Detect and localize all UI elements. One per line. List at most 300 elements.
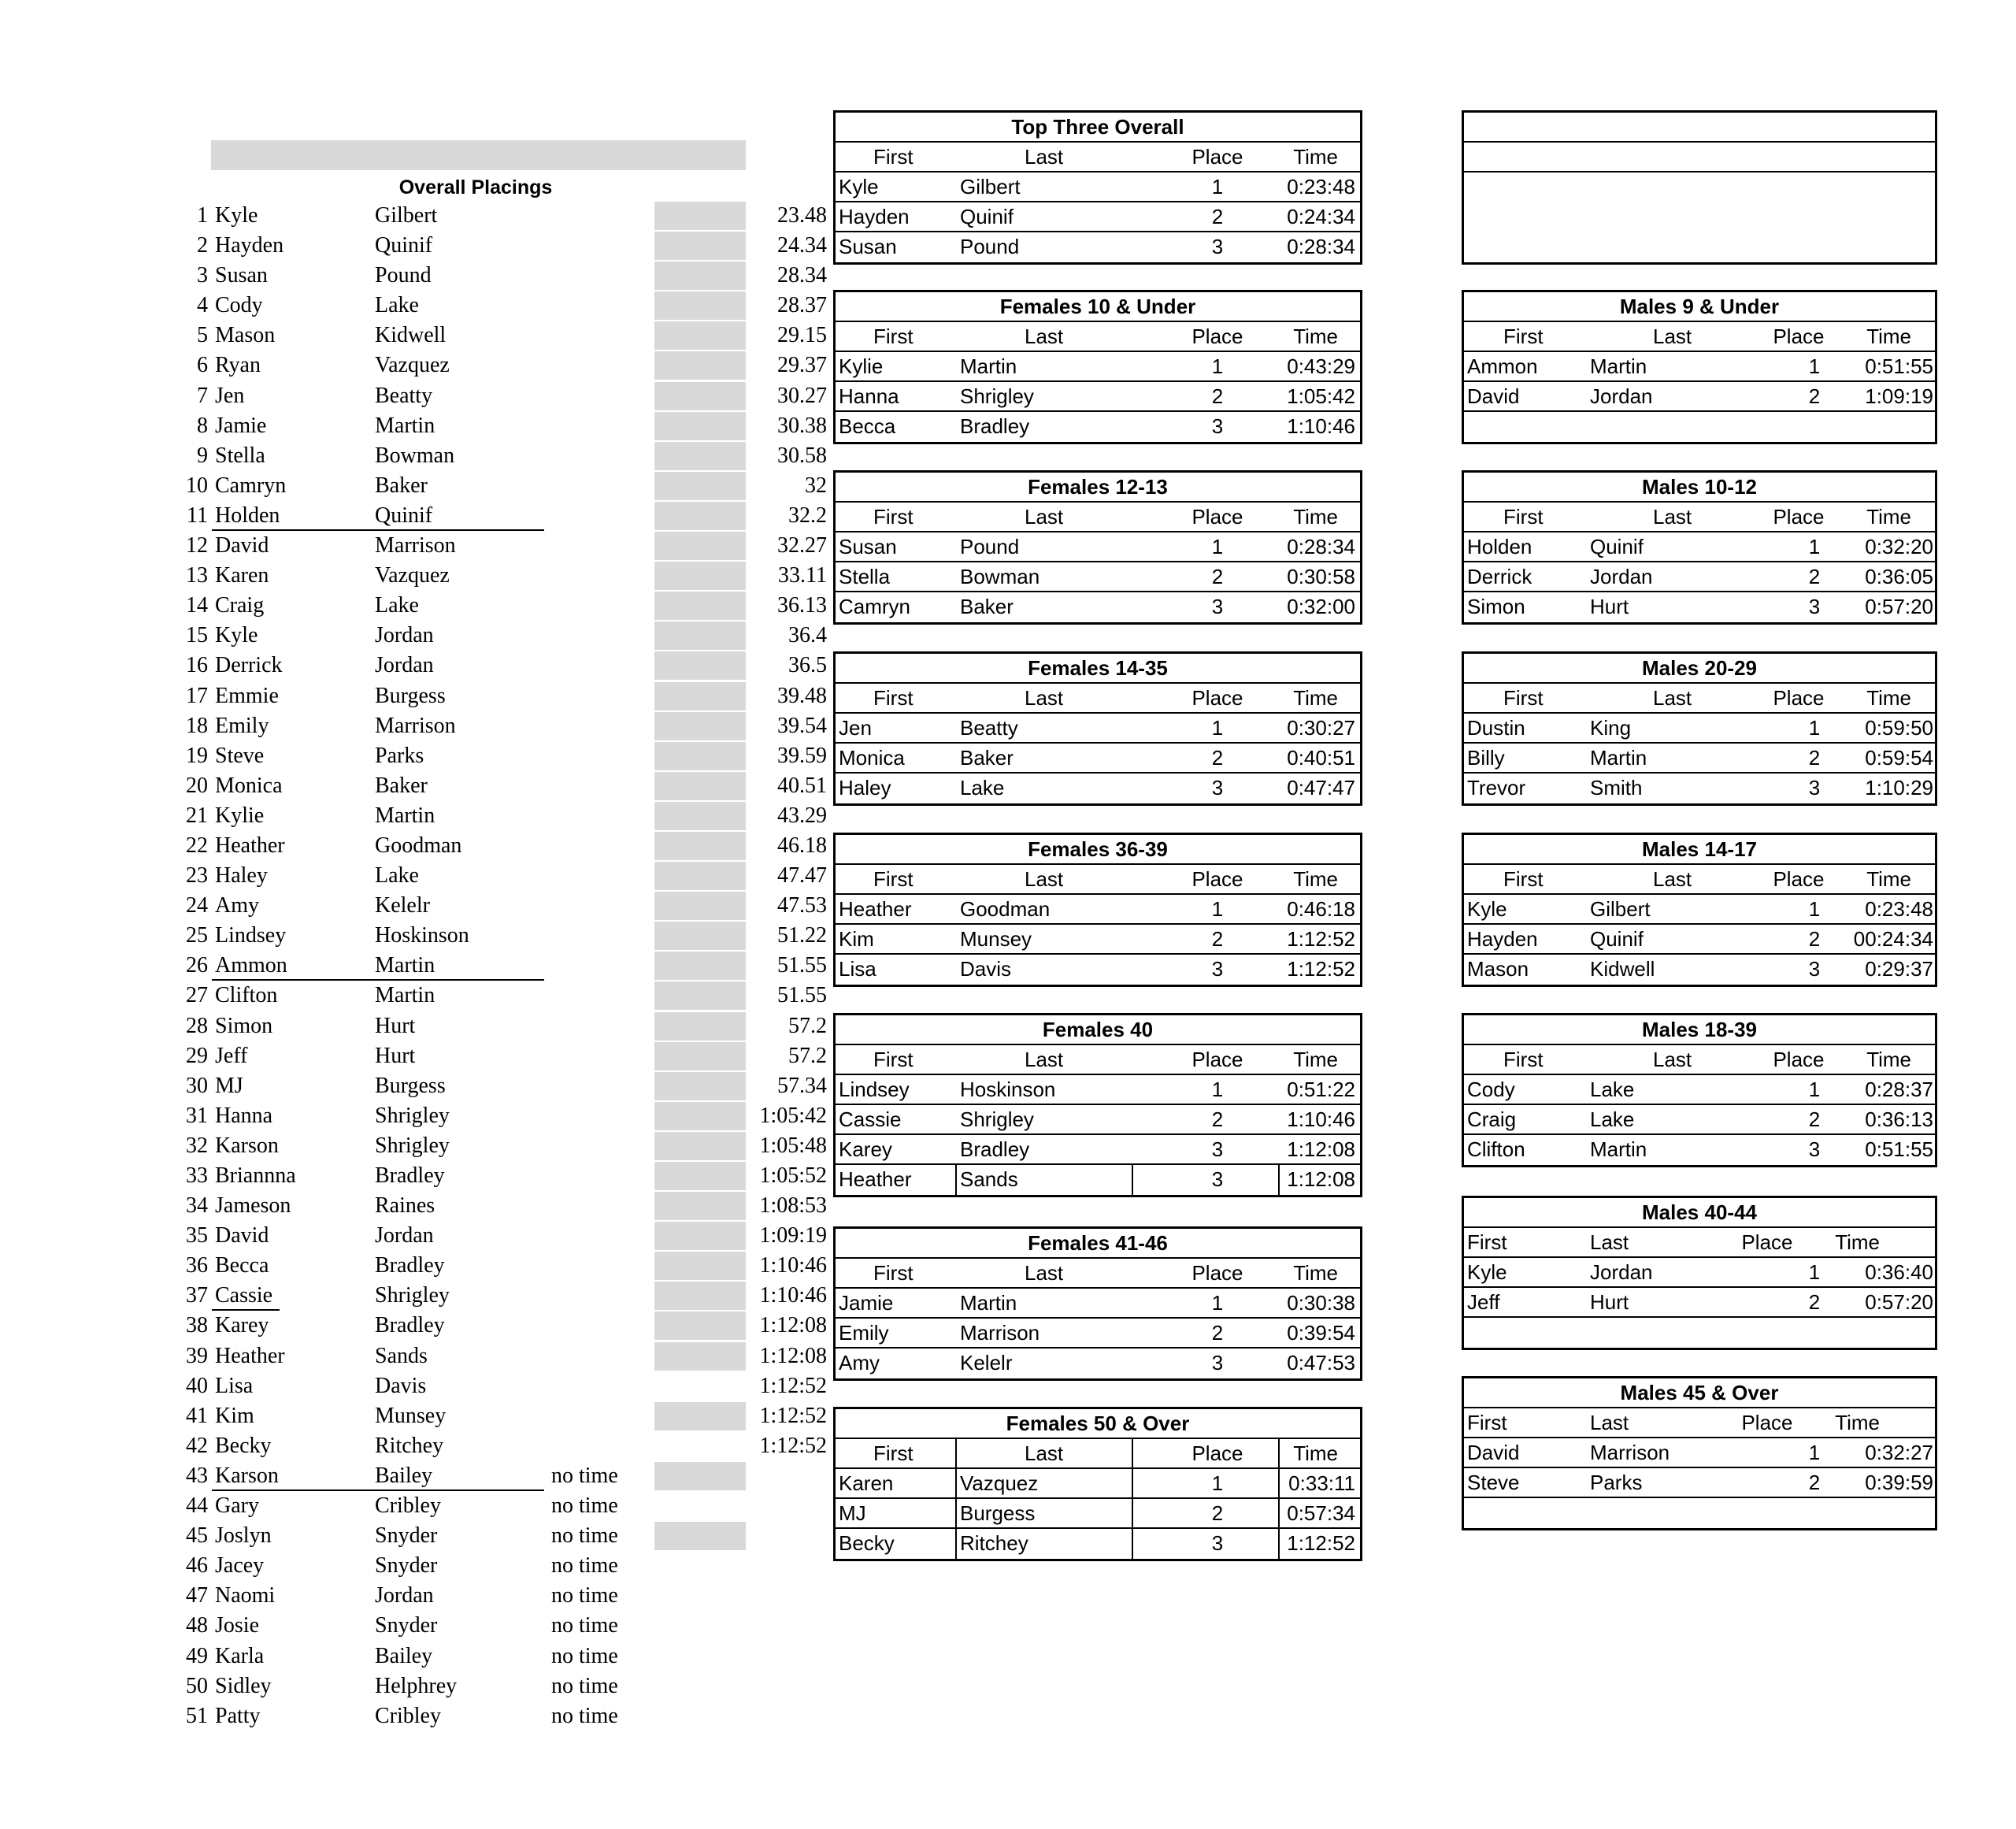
table-row [836, 1075, 1360, 1105]
last-name: Bradley [375, 1313, 445, 1338]
finish-time: 57.2 [788, 1043, 827, 1068]
header-first: First [873, 1048, 914, 1071]
finish-time: 32.2 [788, 503, 827, 528]
time: 0:28:34 [1287, 235, 1355, 258]
finish-time: 30.27 [777, 383, 827, 408]
place: 3 [1808, 776, 1821, 799]
last-name: Kelelr [375, 893, 430, 918]
place: 1 [1808, 1441, 1821, 1464]
first-name: Briannna [215, 1163, 296, 1188]
table-row [1464, 1105, 1935, 1135]
last-name: Marrison [960, 1321, 1040, 1345]
table-row [836, 1165, 1360, 1195]
overall-row [176, 1611, 746, 1641]
results-table [1462, 290, 1937, 444]
last-name: Martin [960, 354, 1017, 378]
first-name: Billy [1467, 746, 1505, 770]
last-name: Helphrey [375, 1673, 458, 1698]
first-name: Lindsey [215, 923, 287, 948]
first-name: Dustin [1467, 716, 1525, 740]
header-last: Last [1025, 1048, 1064, 1071]
header-place: Place [1191, 505, 1243, 529]
place-number: 29 [186, 1043, 208, 1068]
finish-time: 1:09:19 [759, 1223, 827, 1248]
empty-row [1464, 1318, 1935, 1348]
last-name: Jordan [1590, 384, 1653, 408]
table-row [836, 1529, 1360, 1559]
last-name: Gilbert [375, 203, 438, 228]
column-divider [1132, 1499, 1133, 1527]
place-number: 26 [186, 953, 208, 978]
header-time: Time [1866, 505, 1911, 529]
header-last: Last [1025, 1261, 1064, 1285]
last-name: Sands [375, 1343, 428, 1368]
last-name: Bradley [375, 1253, 445, 1278]
finish-time: 28.37 [777, 293, 827, 318]
place: 3 [1808, 957, 1821, 981]
table-row [836, 173, 1360, 202]
last-name: Ritchey [960, 1531, 1028, 1555]
overall-row [176, 1101, 827, 1131]
first-name: Craig [215, 593, 265, 618]
place: 2 [1808, 1290, 1821, 1314]
shaded-cell [654, 772, 746, 800]
place: 3 [1211, 414, 1224, 438]
table-header-row [836, 143, 1360, 173]
table-header-row [1464, 322, 1935, 352]
shaded-cell [654, 1402, 746, 1430]
first-name: Mason [215, 323, 276, 348]
table-row [836, 1105, 1360, 1135]
overall-row [176, 651, 827, 681]
shaded-cell [654, 651, 746, 680]
first-name: Holden [1467, 535, 1532, 558]
place-number: 18 [186, 713, 208, 738]
table-row [1464, 955, 1935, 985]
last-name: Quinif [375, 503, 433, 528]
empty-row [1464, 412, 1935, 442]
time: 0:36:40 [1865, 1260, 1933, 1284]
finish-time: 39.54 [777, 713, 827, 738]
overall-row [176, 801, 827, 831]
first-name: David [1467, 384, 1520, 408]
table-row [836, 1499, 1360, 1529]
place: 1 [1211, 175, 1224, 198]
overall-row [176, 321, 827, 351]
time: 0:51:55 [1865, 354, 1933, 378]
place: 3 [1211, 776, 1224, 799]
place: 3 [1808, 1137, 1821, 1161]
shaded-cell [654, 621, 746, 650]
header-first: First [1467, 1230, 1507, 1254]
header-time: Time [1293, 325, 1338, 348]
overall-row [176, 1431, 827, 1461]
last-name: Jordan [375, 1583, 434, 1608]
first-name: Kim [839, 927, 874, 951]
overall-row [176, 831, 827, 861]
table-header-row [836, 684, 1360, 714]
table-title: Females 40 [836, 1015, 1360, 1045]
table-row [1464, 532, 1935, 562]
place-number: 33 [186, 1163, 208, 1188]
last-name: Snyder [375, 1613, 438, 1638]
first-name: Derrick [1467, 565, 1532, 588]
header-time: Time [1293, 867, 1338, 891]
place-number: 22 [186, 833, 208, 858]
first-name: Karson [215, 1133, 279, 1158]
last-name: Kidwell [1590, 957, 1655, 981]
time: 0:39:54 [1287, 1321, 1355, 1345]
last-name: Shrigley [960, 1107, 1034, 1131]
place: 1 [1808, 1078, 1821, 1101]
finish-time: 51.22 [777, 923, 827, 948]
last-name: Baker [960, 746, 1014, 770]
time: 1:10:46 [1287, 414, 1355, 438]
empty-row [1464, 1498, 1935, 1528]
first-name: Kyle [1467, 897, 1507, 921]
place-number: 10 [186, 473, 208, 498]
table-row [836, 774, 1360, 803]
overall-row [176, 1461, 746, 1491]
first-name: Kylie [215, 803, 265, 828]
last-name: Pound [375, 263, 432, 288]
shaded-cell [654, 202, 746, 230]
table-title: Males 10-12 [1464, 473, 1935, 503]
last-name: Baker [375, 773, 428, 798]
last-name: Jordan [375, 653, 434, 678]
overall-row [176, 441, 827, 471]
results-table [1462, 1376, 1937, 1530]
first-name: Kyle [215, 623, 258, 648]
place-number: 40 [186, 1373, 208, 1398]
header-first: First [873, 1441, 914, 1465]
header-first: First [1467, 1411, 1507, 1434]
overall-row [176, 621, 827, 651]
last-name: Bailey [375, 1463, 433, 1488]
overall-row [176, 1131, 827, 1161]
first-name: Becky [839, 1531, 895, 1555]
place: 3 [1211, 235, 1224, 258]
first-name: Karen [839, 1471, 894, 1495]
results-table [833, 470, 1362, 625]
header-time: Time [1866, 325, 1911, 348]
table-header-row [836, 322, 1360, 352]
first-name: Simon [215, 1013, 273, 1038]
last-name: Munsey [375, 1403, 447, 1428]
first-name: Becky [215, 1433, 272, 1458]
last-name: Hurt [1590, 595, 1629, 618]
finish-time: 24.34 [777, 233, 827, 258]
last-name: Burgess [960, 1501, 1036, 1525]
shaded-cell [654, 472, 746, 500]
table-header-row [1464, 503, 1935, 532]
header-first: First [873, 325, 914, 348]
finish-time: 32 [805, 473, 827, 498]
shaded-cell [654, 1222, 746, 1250]
first-name: Jeff [1467, 1290, 1500, 1314]
place: 2 [1808, 927, 1821, 951]
table-row [836, 532, 1360, 562]
place-number: 31 [186, 1103, 208, 1128]
table-row [836, 1349, 1360, 1378]
time: 1:12:08 [1287, 1167, 1355, 1191]
place-number: 13 [186, 563, 208, 588]
place: 2 [1211, 384, 1224, 408]
empty-row [1464, 143, 1935, 173]
time: 0:47:53 [1287, 1351, 1355, 1375]
first-name: Karen [215, 563, 269, 588]
header-time: Time [1293, 1441, 1338, 1465]
overall-row [176, 1341, 827, 1371]
first-name: Kylie [839, 354, 884, 378]
table-header-row [836, 1045, 1360, 1075]
first-name: Camryn [215, 473, 287, 498]
first-name: Hayden [1467, 927, 1538, 951]
overall-row [176, 561, 827, 591]
overall-row [176, 1281, 827, 1311]
empty-row [1464, 173, 1935, 262]
shaded-cell [654, 1102, 746, 1130]
first-name: Susan [839, 535, 897, 558]
header-first: First [1503, 325, 1544, 348]
last-name: Hurt [1590, 1290, 1629, 1314]
last-name: Hoskinson [375, 923, 469, 948]
place: 3 [1211, 1167, 1224, 1191]
header-place: Place [1191, 1261, 1243, 1285]
place: 3 [1211, 1137, 1224, 1161]
overall-row [176, 681, 827, 711]
first-name: Camryn [839, 595, 911, 618]
table-row [836, 714, 1360, 744]
table-row [836, 1319, 1360, 1349]
first-name: Kim [215, 1403, 254, 1428]
finish-time: 1:05:42 [759, 1103, 827, 1128]
table-title: Males 45 & Over [1464, 1378, 1935, 1408]
place-number: 9 [197, 443, 208, 468]
header-time: Time [1293, 1261, 1338, 1285]
overall-row [176, 921, 827, 951]
place: 1 [1211, 1291, 1224, 1315]
table-header-row [836, 1439, 1360, 1469]
table-row [836, 352, 1360, 382]
overall-row [176, 1071, 827, 1101]
header-last: Last [1653, 325, 1692, 348]
table-row [1464, 1075, 1935, 1105]
header-time: Time [1835, 1411, 1880, 1434]
last-name: Beatty [960, 716, 1018, 740]
time: 0:23:48 [1287, 175, 1355, 198]
last-name: Goodman [960, 897, 1051, 921]
last-name: Pound [960, 235, 1020, 258]
last-name: Davis [375, 1373, 427, 1398]
first-name: Jamie [215, 413, 267, 438]
overall-row [176, 471, 827, 501]
table-row [1464, 1438, 1935, 1468]
table-header-row [836, 503, 1360, 532]
table-row [836, 1469, 1360, 1499]
time: 0:57:20 [1865, 1290, 1933, 1314]
results-table [833, 290, 1362, 444]
time: 0:39:59 [1865, 1471, 1933, 1494]
first-name: Haley [215, 863, 268, 889]
first-name: Lisa [839, 957, 876, 981]
finish-time: 40.51 [777, 773, 827, 798]
time: 0:30:38 [1287, 1291, 1355, 1315]
place-number: 2 [197, 233, 208, 258]
last-name: Jordan [1590, 1260, 1653, 1284]
last-name: Snyder [375, 1553, 438, 1579]
first-name: Cody [215, 293, 263, 318]
place: 1 [1211, 354, 1224, 378]
time: 0:59:50 [1865, 716, 1933, 740]
finish-time: 1:12:52 [759, 1403, 827, 1428]
place-number: 38 [186, 1313, 208, 1338]
overall-row [176, 1011, 827, 1041]
overall-row [176, 591, 827, 621]
place-number: 5 [197, 323, 208, 348]
last-name: Sands [960, 1167, 1018, 1191]
overall-row [176, 291, 827, 321]
table-row [836, 412, 1360, 442]
header-place: Place [1773, 505, 1825, 529]
table-row [1464, 562, 1935, 592]
time: 00:24:34 [1853, 927, 1933, 951]
last-name: Martin [375, 803, 435, 828]
shaded-cell [654, 1311, 746, 1340]
header-last: Last [1025, 505, 1064, 529]
last-name: Vazquez [375, 563, 450, 588]
column-divider [1132, 1529, 1133, 1559]
first-name: Haley [839, 776, 891, 799]
last-name: Marrison [1590, 1441, 1670, 1464]
first-name: Ammon [1467, 354, 1538, 378]
first-name: Stella [839, 565, 891, 588]
first-name: Monica [839, 746, 905, 770]
last-name: Martin [375, 413, 435, 438]
header-last: Last [1653, 686, 1692, 710]
table-title: Males 9 & Under [1464, 292, 1935, 322]
place-number: 28 [186, 1013, 208, 1038]
overall-row [176, 1701, 746, 1731]
finish-time: 32.27 [777, 533, 827, 558]
place: 2 [1808, 384, 1821, 408]
place-number: 50 [186, 1673, 208, 1698]
overall-title: Overall Placings [398, 176, 553, 198]
column-divider [1278, 1165, 1280, 1195]
time: 0:40:51 [1287, 746, 1355, 770]
shaded-cell [654, 592, 746, 620]
table-row [836, 925, 1360, 955]
header-last: Last [1653, 505, 1692, 529]
results-table [1462, 470, 1937, 625]
place-number: 17 [186, 683, 208, 708]
finish-time: 1:05:52 [759, 1163, 827, 1188]
place-number: 25 [186, 923, 208, 948]
place: 3 [1211, 1531, 1224, 1555]
first-name: Hayden [215, 233, 284, 258]
header-first: First [1503, 505, 1544, 529]
place-number: 19 [186, 743, 208, 768]
last-name: Raines [375, 1193, 435, 1219]
first-name: Ammon [215, 953, 287, 978]
table-row [836, 955, 1360, 985]
table-row [836, 744, 1360, 774]
header-place: Place [1191, 325, 1243, 348]
shaded-cell [654, 1342, 746, 1371]
finish-time: no time [551, 1703, 618, 1728]
header-place: Place [1191, 1441, 1243, 1465]
first-name: Kyle [215, 203, 258, 228]
last-name: Quinif [375, 233, 433, 258]
first-name: Steve [1467, 1471, 1520, 1494]
finish-time: 47.53 [777, 893, 827, 918]
last-name: Cribley [375, 1703, 441, 1728]
time: 1:12:08 [1287, 1137, 1355, 1161]
table-header-row [836, 865, 1360, 895]
overall-row [176, 1371, 827, 1401]
finish-time: 1:10:46 [759, 1253, 827, 1278]
first-name: Becca [215, 1253, 269, 1278]
last-name: Cribley [375, 1493, 441, 1519]
time: 0:32:27 [1865, 1441, 1933, 1464]
place: 2 [1211, 1501, 1224, 1525]
header-place: Place [1773, 867, 1825, 891]
last-name: Martin [1590, 354, 1647, 378]
table-header-row [836, 1259, 1360, 1289]
place-number: 14 [186, 593, 208, 618]
table-header-row [1464, 1408, 1935, 1438]
place-number: 15 [186, 623, 208, 648]
place-number: 12 [186, 533, 208, 558]
last-name: Shrigley [375, 1283, 450, 1308]
place: 2 [1211, 1107, 1224, 1131]
finish-time: no time [551, 1523, 618, 1549]
last-name: Quinif [1590, 927, 1644, 951]
table-row [1464, 352, 1935, 382]
table-row [1464, 774, 1935, 803]
shaded-cell [654, 1252, 746, 1280]
time: 0:28:37 [1865, 1078, 1933, 1101]
first-name: Craig [1467, 1107, 1517, 1131]
first-name: MJ [215, 1073, 243, 1098]
last-name: Kidwell [375, 323, 447, 348]
overall-row [176, 771, 827, 801]
place-number: 24 [186, 893, 208, 918]
last-name: Martin [1590, 1137, 1647, 1161]
time: 1:10:29 [1865, 776, 1933, 799]
shaded-cell [654, 321, 746, 350]
header-last: Last [1025, 867, 1064, 891]
overall-row [176, 261, 827, 291]
finish-time: no time [551, 1613, 618, 1638]
table-row [1464, 714, 1935, 744]
finish-time: 1:08:53 [759, 1193, 827, 1219]
first-name: Jamie [839, 1291, 894, 1315]
first-name: Karla [215, 1643, 265, 1668]
first-name: Kyle [839, 175, 879, 198]
last-name: Martin [375, 953, 435, 978]
header-place: Place [1773, 686, 1825, 710]
first-name: Jacey [215, 1553, 265, 1579]
overall-row [176, 741, 827, 771]
finish-time: 29.37 [777, 353, 827, 378]
place-number: 37 [186, 1283, 208, 1308]
last-name: Goodman [375, 833, 462, 858]
column-divider [955, 1439, 957, 1467]
table-title: Top Three Overall [836, 113, 1360, 143]
overall-row [176, 1581, 746, 1611]
column-divider [1278, 1529, 1280, 1559]
